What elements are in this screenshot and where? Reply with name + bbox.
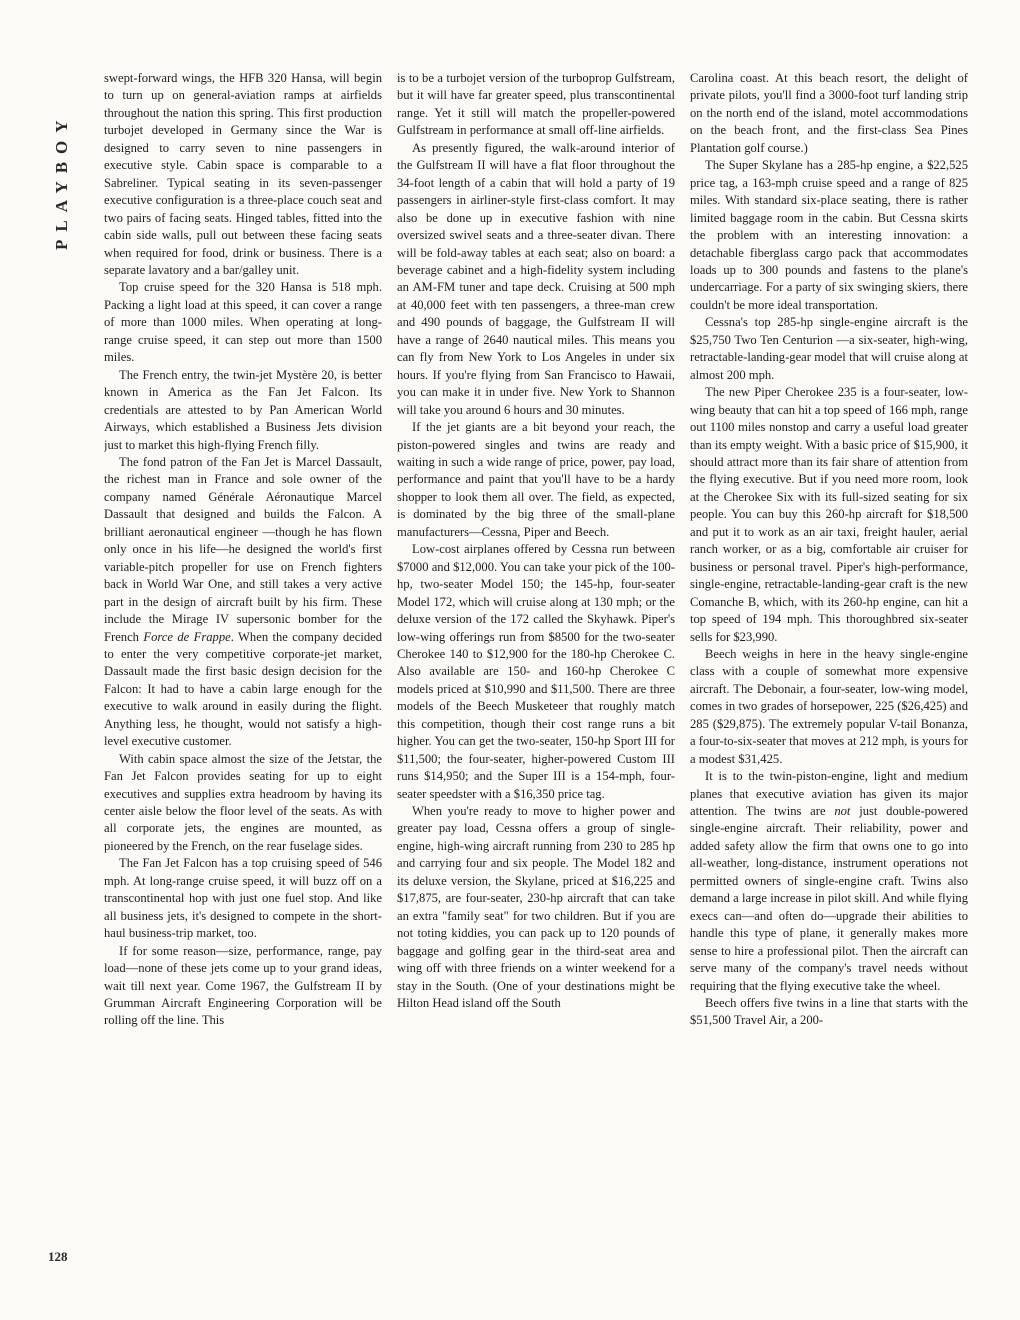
paragraph: Low-cost airplanes offered by Cessna run between $7000 and $12,000. You can take your pick of the 100-hp, two-seater Model 150; the 145-hp, four-seater Model 172, which will cruise along at 130 mph; or the deluxe version of the 172 called the Skyhawk. Piper's low-wing offerings run from $8500 for the two-seater Cherokee 140 to $12,900 for the 180-hp Cherokee C. Also available are 150- and 160-hp Cherokee C models priced at $10,990 and $11,500. There are three models of the Beech Musketeer that roughly match this competition, though their cost range runs a bit higher. You can get the two-seater, 150-hp Sport III for $11,500; the four-seater, higher-powered Custom III runs $14,950; and the Super III is a 154-mph, four-seater speedster with a $16,350 price tag.	[397, 542, 675, 801]
page-number: 128	[48, 1249, 68, 1264]
magazine-masthead	[44, 70, 84, 260]
paragraph: If the jet giants are a bit beyond your reach, the piston-powered singles and twins are ready and waiting in such a wide range of price, power, pay load, performance and paint that you'll have to be a hardy shopper to look them all over. The field, as expected, is dominated by the big three of the small-plane manufacturers—Cessna, Piper and Beech.	[397, 420, 675, 539]
paragraph: The Super Skylane has a 285-hp engine, a $22,525 price tag, a 163-mph cruise speed and a range of 825 miles. With standard six-place seating, there is rather limited baggage room in the cabin. But Cessna skirts the problem with an interesting innovation: a detachable fiberglass cargo pack that accommodates loads up to 300 pounds and fastens to the plane's undercarriage. For a party of six swinging skiers, there couldn't be more ideal transportation.	[690, 158, 968, 312]
masthead-text: PLAYBOY	[52, 112, 71, 250]
paragraph-text: The fond patron of the Fan Jet is Marcel Dassault, the richest man in France and sole owner of the company named Générale Aéronautique Marcel Dassault that designed and builds the Falcon. A brilliant aeronautical engineer —though he has flown only once in his life—he designed the world's first variable-pitch propeller for use on French fighters back in World War One, and still takes a very active part in the design of aircraft built by his firm. These include the Mirage IV supersonic bomber for the French	[104, 454, 382, 644]
paragraph-text: It is to the twin-piston-engine, light and medium planes that executive aviation has given its major attention. The twins are	[690, 769, 968, 819]
paragraph: With cabin space almost the size of the Jetstar, the Fan Jet Falcon provides seating for up to eight executives and supplies extra headroom by having its center aisle below the floor level of the seats. As with all corporate jets, the engines are mounted, as pioneered by the French, on the rear fuselage sides.	[104, 751, 382, 853]
paragraph: Beech offers five twins in a line that starts with the $51,500 Travel Air, a 200-	[690, 996, 968, 1028]
paragraph: The new Piper Cherokee 235 is a four-seater, low-wing beauty that can hit a top speed of 166 mph, range out 1100 miles nonstop and carry a useful load greater than its empty weight. With a basic price of $15,900, it should attract more than its fair share of attention from the flying executive. But if you need more room, look at the Cherokee Six with its full-sized seating for six people. You can buy this 260-hp aircraft for $18,500 and put it to work as an air taxi, freight hauler, aerial ranch worker, or as a big, comfortable air cruiser for business or personal travel. Piper's high-performance, single-engine, retractable-landing-gear craft is the new Comanche B, which, with its 260-hp engine, can hit a top speed of 194 mph. This thoroughbred six-seater sells for $23,990.	[690, 385, 968, 644]
italic-phrase: Force de Frappe	[143, 629, 231, 644]
paragraph	[104, 454, 382, 751]
paragraph-text: just double-powered single-engine aircraft. Their reliability, power and added safety allow the firm that owns one to go into all-weather, long-distance, instrument operations not permitted owners of single-engine craft. Twins also demand a large increase in pilot skill. And while flying execs can—and often do—upgrade their abilities to handle this type of plane, it generally makes more sense to hire a professional pilot. Then the aircraft can serve many of the company's travel needs without requiring that the flying executive take the wheel.	[690, 804, 968, 993]
article-column-2	[397, 70, 675, 1270]
paragraph: When you're ready to move to higher power and greater pay load, Cessna offers a group of single-engine, high-wing aircraft running from 230 to 285 hp and carrying four and six people. The Model 182 and its deluxe version, the Skylane, priced at $16,225 and $17,875, are four-seater, 230-hp aircraft that can take an extra "family seat" for two children. But if you are not toting kiddies, you can pack up to 120 pounds of baggage and golfing gear in the third-seat area and wing off with three friends on a winter weekend for a stay in the South. (One of your destinations might be Hilton Head island off the South	[397, 804, 675, 1011]
paragraph: swept-forward wings, the HFB 320 Hansa, will begin to turn up on general-aviation ramps at airfields throughout the nation this spring. This first production turbojet developed in Germany since the War is designed to carry seven to nine passengers in executive style. Cabin space is comparable to a Sabreliner. Typical seating in its seven-passenger executive configuration is a three-place couch seat and two pairs of facing seats. Hinged tables, fitted into the cabin side walls, pull out between these facing seats when required for food, drink or business. There is a separate lavatory and a bar/galley unit.	[104, 71, 382, 277]
paragraph: The Fan Jet Falcon has a top cruising speed of 546 mph. At long-range cruise speed, it will buzz off on a transcontinental hop with just one fuel stop. And like all business jets, it's designed to compete in the short-haul business-trip market, too.	[104, 856, 382, 941]
paragraph: Beech weighs in here in the heavy single-engine class with a couple of somewhat more expensive aircraft. The Debonair, a four-seater, low-wing model, comes in two grades of horsepower, 225 ($26,425) and 285 ($29,875). The extremely popular V-tail Bonanza, a four-to-six-seater that moves at 212 mph, is yours for a modest $31,425.	[690, 646, 968, 766]
article-column-1	[104, 70, 382, 1270]
paragraph: As presently figured, the walk-around interior of the Gulfstream II will have a flat floor throughout the 34-foot length of a cabin that will hold a party of 19 passengers in airliner-style first-class comfort. It may also be done up in executive fashion with nine oversized swivel seats and a three-seater divan. There will be fold-away tables at each seat; also on board: a beverage cabinet and a high-fidelity system including an AM-FM tuner and tape deck. Cruising at 500 mph at 40,000 feet with ten passengers, a three-man crew and 490 pounds of baggage, the Gulfstream II will have a range of 2640 nautical miles. This means you can fly from New York to Los Angeles in under six hours. If you're flying from San Francisco to Hawaii, you can make it in under five. New York to Shannon will take you around 6 hours and 30 minutes.	[397, 140, 675, 417]
article-column-3	[690, 70, 968, 1270]
paragraph: Carolina coast. At this beach resort, the delight of private pilots, you'll find a 3000-foot turf landing strip on the north end of the island, motel accommodations on the beach front, and the first-class Sea Pines Plantation golf course.)	[690, 71, 968, 155]
paragraph: Top cruise speed for the 320 Hansa is 518 mph. Packing a light load at this speed, it can cover a range of more than 1000 miles. When operating at long-range cruise speed, it can step out more than 1500 miles.	[104, 280, 382, 365]
paragraph	[690, 768, 968, 995]
paragraph: is to be a turbojet version of the turboprop Gulfstream, but it will have far greater speed, plus transcontinental range. Yet it still will match the propeller-powered Gulfstream in performance at small off-line airfields.	[397, 71, 675, 138]
paragraph: If for some reason—size, performance, range, pay load—none of these jets come up to your grand ideas, wait till next year. Come 1967, the Gulfstream II by Grumman Aircraft Engineering Corporation will be rolling off the line. This	[104, 943, 382, 1028]
italic-phrase: not	[834, 804, 851, 819]
paragraph: Cessna's top 285-hp single-engine aircraft is the $25,750 Two Ten Centurion —a six-seater, high-wing, retractable-landing-gear model that will cruise along at almost 200 mph.	[690, 315, 968, 382]
paragraph-text: . When the company decided to enter the very competitive corporate-jet market, Dassault made the first basic design decision for the Falcon: It had to have a cabin large enough for the executive to walk around in easily during the flight. Anything less, he thought, would not satisfy a high-level executive customer.	[104, 629, 382, 749]
paragraph: The French entry, the twin-jet Mystère 20, is better known in America as the Fan Jet Falcon. Its credentials are attested to by Pan American World Airways, which established a Business Jets division just to market this high-flying French filly.	[104, 367, 382, 452]
